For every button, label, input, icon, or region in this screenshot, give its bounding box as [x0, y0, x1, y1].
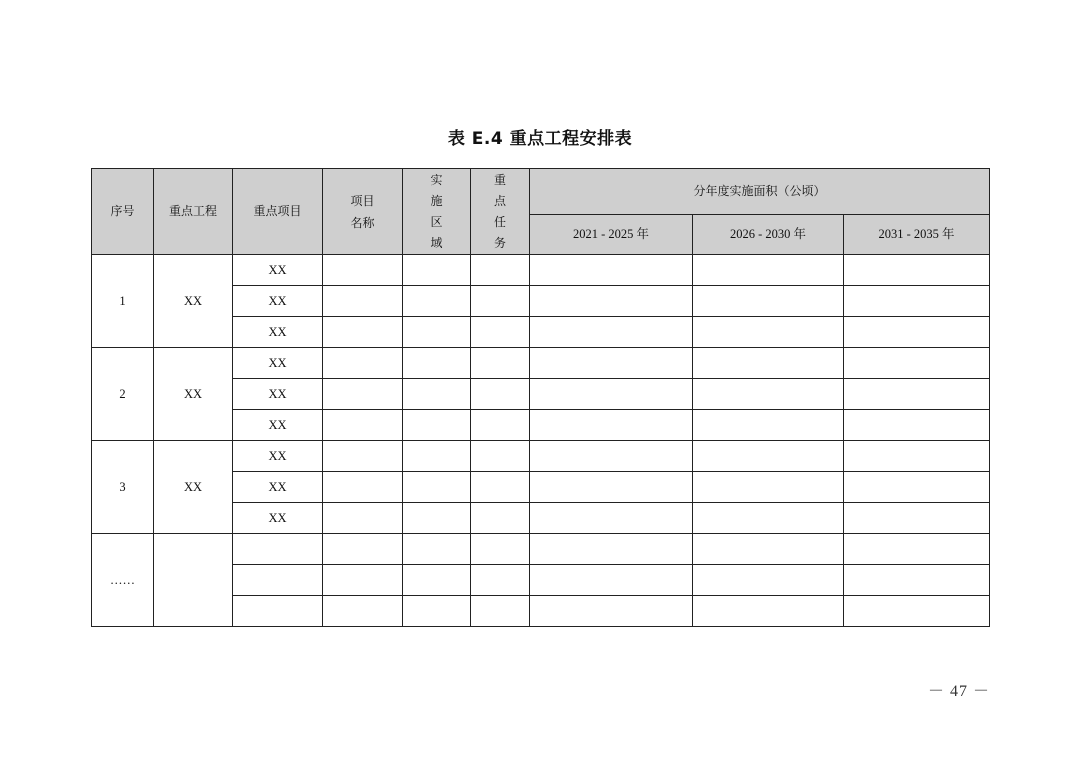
empty-cell	[323, 534, 403, 565]
empty-cell	[471, 379, 530, 410]
empty-cell	[530, 596, 693, 627]
empty-cell	[403, 596, 471, 627]
empty-cell	[471, 503, 530, 534]
empty-cell	[693, 441, 844, 472]
header-year-2: 2026 - 2030 年	[693, 215, 844, 255]
item-cell: XX	[233, 472, 323, 503]
seq-cell: 2	[92, 348, 154, 441]
project-cell: XX	[154, 441, 233, 534]
item-cell: XX	[233, 379, 323, 410]
table-title: 表 E.4 重点工程安排表	[447, 129, 633, 149]
item-cell: XX	[233, 441, 323, 472]
item-cell: XX	[233, 286, 323, 317]
item-cell: XX	[233, 255, 323, 286]
item-cell: XX	[233, 503, 323, 534]
empty-cell	[323, 441, 403, 472]
empty-cell	[403, 348, 471, 379]
empty-cell	[530, 565, 693, 596]
empty-cell	[323, 503, 403, 534]
empty-cell	[693, 503, 844, 534]
empty-cell	[323, 317, 403, 348]
item-cell: XX	[233, 410, 323, 441]
empty-cell	[471, 255, 530, 286]
empty-cell	[844, 503, 990, 534]
empty-cell	[530, 503, 693, 534]
item-cell	[233, 596, 323, 627]
empty-cell	[471, 596, 530, 627]
empty-cell	[403, 317, 471, 348]
project-cell	[154, 534, 233, 627]
empty-cell	[471, 534, 530, 565]
empty-cell	[530, 317, 693, 348]
item-cell	[233, 565, 323, 596]
empty-cell	[323, 348, 403, 379]
empty-cell	[471, 286, 530, 317]
empty-cell	[530, 534, 693, 565]
header-area: 实施区域	[403, 169, 471, 255]
empty-cell	[844, 286, 990, 317]
empty-cell	[323, 596, 403, 627]
empty-cell	[693, 379, 844, 410]
empty-cell	[530, 348, 693, 379]
empty-cell	[844, 255, 990, 286]
table-row	[92, 441, 990, 472]
item-cell: XX	[233, 317, 323, 348]
empty-cell	[403, 410, 471, 441]
header-task: 重点任务	[471, 169, 530, 255]
empty-cell	[530, 410, 693, 441]
empty-cell	[530, 255, 693, 286]
empty-cell	[693, 317, 844, 348]
empty-cell	[693, 255, 844, 286]
empty-cell	[844, 565, 990, 596]
empty-cell	[403, 565, 471, 596]
empty-cell	[844, 348, 990, 379]
empty-cell	[471, 441, 530, 472]
empty-cell	[323, 379, 403, 410]
empty-cell	[471, 348, 530, 379]
empty-cell	[403, 534, 471, 565]
empty-cell	[693, 596, 844, 627]
seq-cell: ……	[92, 534, 154, 627]
empty-cell	[530, 472, 693, 503]
empty-cell	[693, 410, 844, 441]
empty-cell	[530, 441, 693, 472]
seq-cell: 3	[92, 441, 154, 534]
empty-cell	[844, 317, 990, 348]
empty-cell	[323, 410, 403, 441]
empty-cell	[693, 348, 844, 379]
empty-cell	[844, 534, 990, 565]
empty-cell	[693, 565, 844, 596]
empty-cell	[471, 472, 530, 503]
header-seq: 序号	[92, 169, 154, 255]
empty-cell	[844, 410, 990, 441]
table-row	[92, 534, 990, 565]
project-cell: XX	[154, 255, 233, 348]
table-row	[92, 255, 990, 286]
empty-cell	[471, 565, 530, 596]
item-cell	[233, 534, 323, 565]
empty-cell	[403, 286, 471, 317]
empty-cell	[530, 379, 693, 410]
key-projects-table	[91, 168, 990, 627]
seq-cell: 1	[92, 255, 154, 348]
empty-cell	[403, 503, 471, 534]
empty-cell	[323, 286, 403, 317]
header-item-key: 重点项目	[233, 169, 323, 255]
header-year-3: 2031 - 2035 年	[844, 215, 990, 255]
empty-cell	[693, 286, 844, 317]
table-row	[92, 348, 990, 379]
project-cell: XX	[154, 348, 233, 441]
empty-cell	[323, 565, 403, 596]
header-item-name: 项目名称	[323, 169, 403, 255]
empty-cell	[530, 286, 693, 317]
empty-cell	[844, 379, 990, 410]
header-year-1: 2021 - 2025 年	[530, 215, 693, 255]
empty-cell	[471, 410, 530, 441]
empty-cell	[403, 472, 471, 503]
empty-cell	[471, 317, 530, 348]
empty-cell	[323, 255, 403, 286]
empty-cell	[323, 472, 403, 503]
empty-cell	[693, 534, 844, 565]
item-cell: XX	[233, 348, 323, 379]
empty-cell	[844, 596, 990, 627]
empty-cell	[403, 255, 471, 286]
header-project-key: 重点工程	[154, 169, 233, 255]
empty-cell	[844, 441, 990, 472]
empty-cell	[403, 441, 471, 472]
header-annual-area: 分年度实施面积（公顷）	[530, 169, 990, 215]
empty-cell	[844, 472, 990, 503]
page-number: － 47 －	[928, 683, 991, 700]
empty-cell	[693, 472, 844, 503]
empty-cell	[403, 379, 471, 410]
